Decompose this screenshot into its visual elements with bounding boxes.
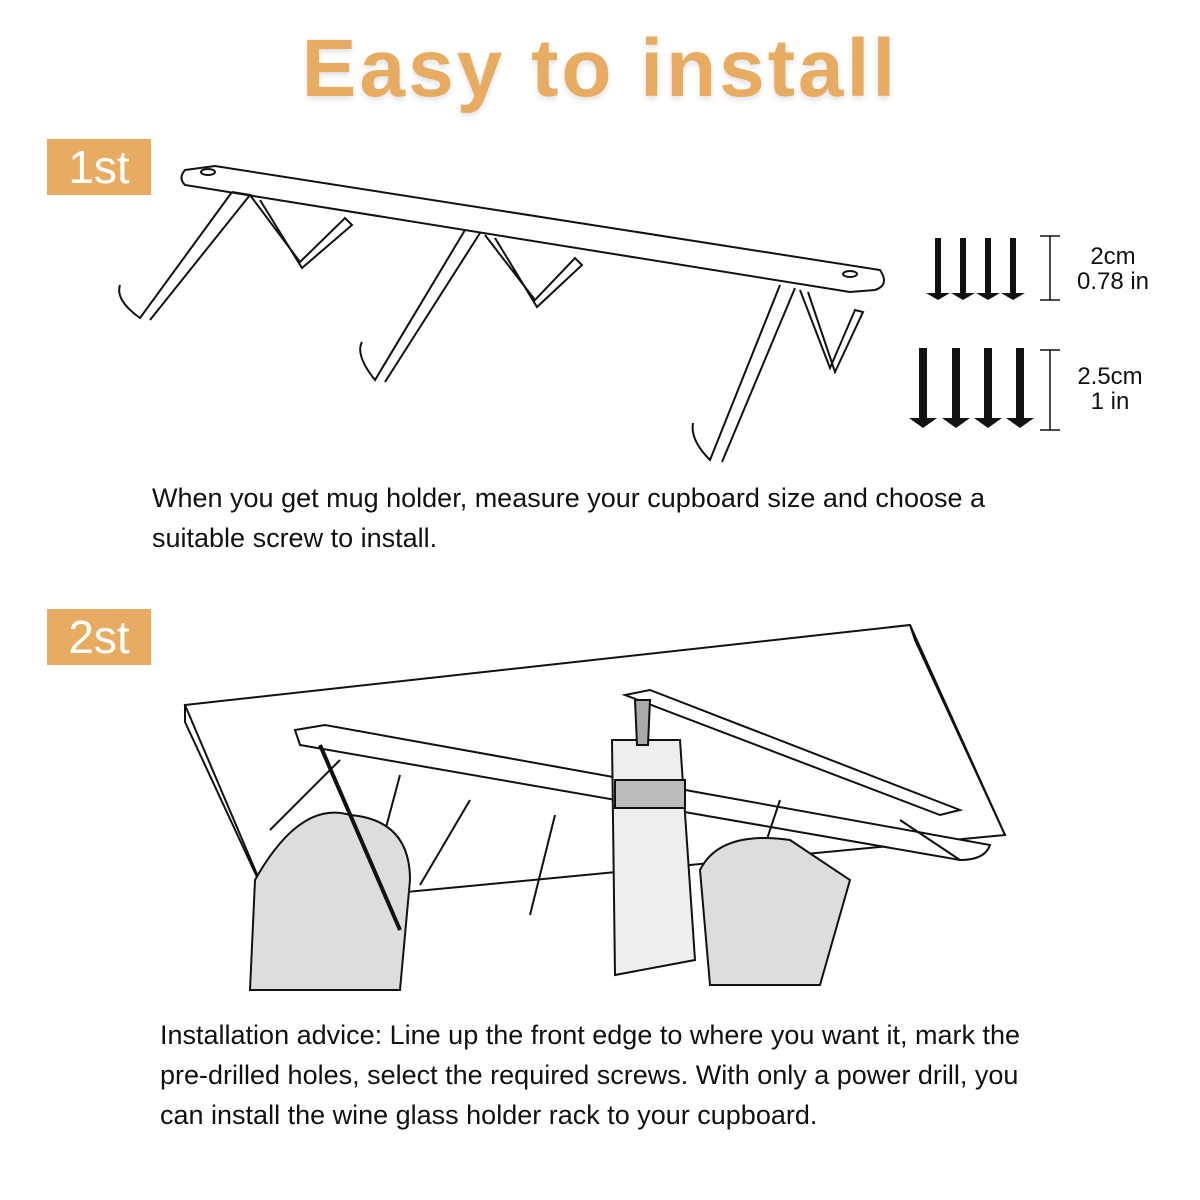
screw-size-large-imperial: 1 in bbox=[1090, 388, 1130, 415]
screw-size-large bbox=[1055, 364, 1165, 414]
screw-icons bbox=[909, 238, 1034, 428]
screw-size-small-metric: 2cm bbox=[1090, 243, 1136, 270]
screw-size-small-imperial: 0.78 in bbox=[1076, 268, 1150, 295]
step-1-badge: 1st bbox=[47, 139, 151, 195]
screw-size-small bbox=[1058, 244, 1168, 294]
mug-holder-rack-illustration bbox=[119, 166, 884, 462]
page-title: Easy to install bbox=[301, 23, 899, 114]
installation-illustration bbox=[185, 625, 1005, 990]
screw-size-large-metric: 2.5cm bbox=[1077, 363, 1143, 390]
step-2-description: Installation advice: Line up the front edge to where you want it, mark the pre-drilled holes, select the required screws. With only a power drill, you can install the wine glass holder rack to your cupboard. bbox=[160, 1020, 1021, 1130]
step-1-description: When you get mug holder, measure your cupboard size and choose a suitable screw to install. bbox=[152, 483, 986, 553]
step-2-badge: 2st bbox=[47, 609, 151, 665]
